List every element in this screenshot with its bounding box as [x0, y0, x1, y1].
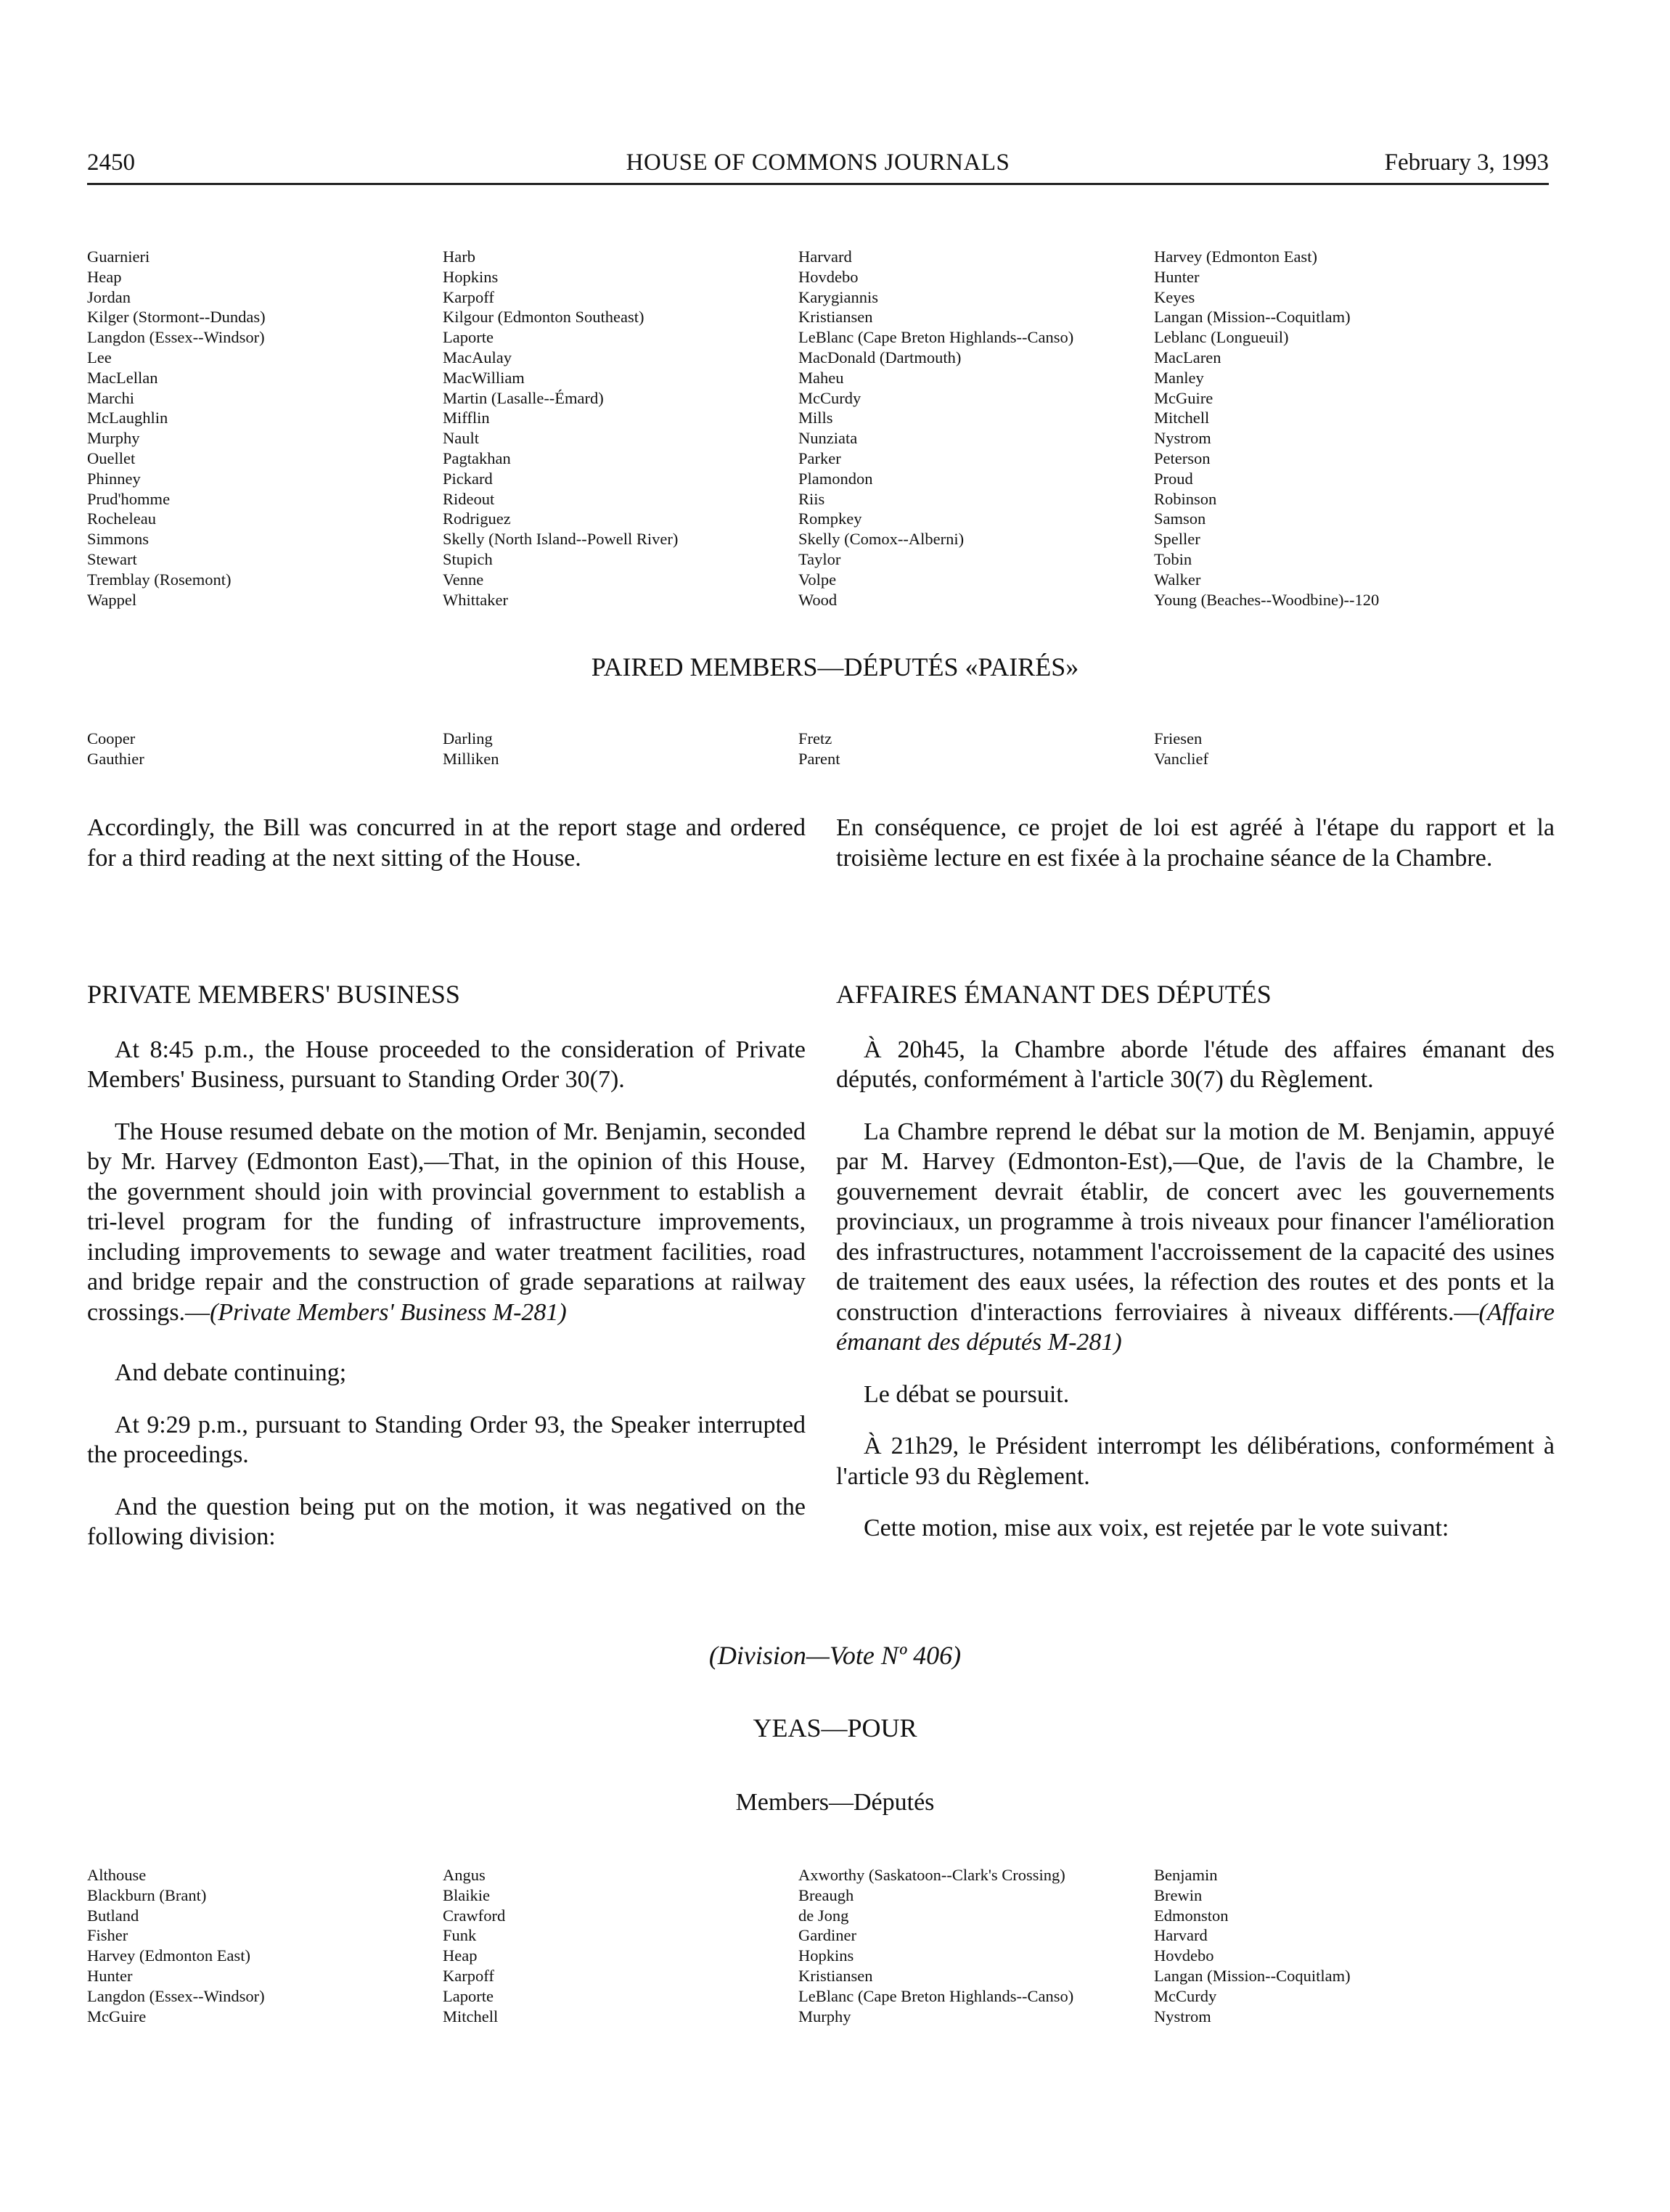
member-name: Brewin	[1154, 1885, 1203, 1904]
member-name: Rodriguez	[443, 509, 511, 528]
member-name: Young (Beaches--Woodbine)--120	[1154, 590, 1380, 609]
private-members-english	[87, 980, 806, 1552]
member-name: Karygiannis	[798, 287, 878, 306]
member-name: Mitchell	[443, 2007, 499, 2025]
member-name: Heap	[443, 1946, 478, 1965]
member-name: Kilger (Stormont--Dundas)	[87, 308, 266, 327]
member-name: Kristiansen	[798, 1966, 873, 1985]
member-name: Kristiansen	[798, 308, 873, 327]
member-name: Pagtakhan	[443, 448, 511, 467]
member-name: Taylor	[798, 549, 841, 568]
member-name: Keyes	[1154, 287, 1195, 306]
member-name: Wappel	[87, 590, 137, 609]
member-name: Darling	[443, 729, 493, 747]
paired-column-2	[443, 729, 798, 769]
para-en-1: At 8:45 p.m., the House proceeded to the consideration of Private Members' Business, pursuant to Standing Order 30(7).	[87, 1036, 806, 1093]
member-name: Hunter	[87, 1966, 133, 1985]
member-name: Blaikie	[443, 1885, 490, 1904]
division-label-text: (Division—Vote Nº 406)	[708, 1641, 962, 1670]
motion-ref-fr: (Affaire émanant des députés M-281)	[836, 1298, 1555, 1356]
para-fr-5: Cette motion, mise aux voix, est rejetée par le vote suivant:	[864, 1515, 1449, 1541]
member-name: McGuire	[1154, 388, 1213, 407]
member-name: Harvey (Edmonton East)	[1154, 247, 1317, 266]
member-name: Tremblay (Rosemont)	[87, 570, 232, 589]
journal-date: February 3, 1993	[1384, 149, 1549, 176]
motion-ref-en: (Private Members' Business M-281)	[210, 1298, 567, 1326]
para-fr-2	[836, 1117, 1555, 1358]
member-name: Blackburn (Brant)	[87, 1885, 207, 1904]
member-name: Martin (Lasalle--Émard)	[443, 388, 604, 407]
member-name: McGuire	[87, 2007, 147, 2025]
member-name: MacDonald (Dartmouth)	[798, 348, 962, 366]
yeas-names-list	[87, 1865, 1549, 2026]
member-name: Breaugh	[798, 1885, 854, 1904]
member-name: Karpoff	[443, 1966, 494, 1985]
member-name: Langan (Mission--Coquitlam)	[1154, 308, 1351, 327]
yeas-column-4	[1154, 1865, 1510, 2026]
member-name: McCurdy	[798, 388, 861, 407]
nays-column-1	[87, 247, 443, 610]
member-name: Rocheleau	[87, 509, 156, 528]
member-name: Angus	[443, 1866, 486, 1884]
member-name: MacAulay	[443, 348, 512, 366]
para-fr-1: À 20h45, la Chambre aborde l'étude des affaires émanant des députés, conformément à l'article 30(7) du Règlement.	[836, 1036, 1555, 1093]
member-name: Fisher	[87, 1926, 128, 1945]
member-name: Walker	[1154, 570, 1201, 589]
member-name: Riis	[798, 489, 825, 508]
member-name: Edmonston	[1154, 1906, 1229, 1925]
member-name: Venne	[443, 570, 484, 589]
concurrence-en-text: Accordingly, the Bill was concurred in at the report stage and ordered for a third reading at the next sitting of the House.	[87, 814, 806, 872]
member-name: Harvard	[1154, 1926, 1208, 1945]
member-name: Peterson	[1154, 448, 1211, 467]
para-fr-3: Le débat se poursuit.	[864, 1380, 1070, 1408]
page-header	[87, 149, 1549, 185]
concurrence-fr-text: En conséquence, ce projet de loi est agréé à l'étape du rapport et la troisième lecture en est fixée à la prochaine séance de la Chambre.	[836, 814, 1555, 872]
member-name: de Jong	[798, 1906, 849, 1925]
member-name: Volpe	[798, 570, 837, 589]
member-name: LeBlanc (Cape Breton Highlands--Canso)	[798, 328, 1074, 347]
member-name: Crawford	[443, 1906, 506, 1925]
member-name: Gauthier	[87, 749, 144, 768]
para-en-2	[87, 1117, 806, 1328]
member-name: Stewart	[87, 549, 137, 568]
yeas-column-2	[443, 1865, 798, 2026]
journal-title: HOUSE OF COMMONS JOURNALS	[626, 149, 1010, 176]
member-name: Ouellet	[87, 448, 136, 467]
member-name: Harvard	[798, 247, 852, 266]
member-name: Hopkins	[798, 1946, 854, 1965]
yeas-column-3	[798, 1865, 1154, 2026]
member-name: Nystrom	[1154, 429, 1211, 448]
paired-members-heading: PAIRED MEMBERS—DÉPUTÉS «PAIRÉS»	[591, 652, 1079, 681]
motion-text-en: The House resumed debate on the motion of Mr. Benjamin, seconded by Mr. Harvey (Edmonton East),—That, in the opinion of this House, the government should join with provincial government to establish a tri-level program for the funding of infrastructure improvements, including improvements to sewage and water treatment facilities, road and bridge repair and the construction of grade separations at railway crossings.—	[87, 1118, 806, 1326]
member-name: Maheu	[798, 368, 844, 387]
member-name: Lee	[87, 348, 112, 366]
member-name: Samson	[1154, 509, 1206, 528]
member-name: Mills	[798, 409, 833, 427]
concurrence-french	[836, 813, 1555, 895]
member-name: Manley	[1154, 368, 1204, 387]
member-name: Langdon (Essex--Windsor)	[87, 1986, 265, 2005]
member-name: Jordan	[87, 287, 131, 306]
member-name: Harvey (Edmonton East)	[87, 1946, 250, 1965]
private-members-french	[836, 980, 1555, 1544]
member-name: Laporte	[443, 1986, 494, 2005]
member-name: Hunter	[1154, 267, 1200, 286]
member-name: Hovdebo	[798, 267, 859, 286]
member-name: Proud	[1154, 469, 1193, 488]
nays-column-3	[798, 247, 1154, 610]
yeas-heading: YEAS—POUR	[753, 1713, 917, 1742]
member-name: Skelly (North Island--Powell River)	[443, 530, 679, 549]
member-name: McLaughlin	[87, 409, 168, 427]
member-name: Whittaker	[443, 590, 508, 609]
section-heading-fr: AFFAIRES ÉMANANT DES DÉPUTÉS	[836, 980, 1272, 1009]
member-name: Fretz	[798, 729, 832, 747]
nays-column-4	[1154, 247, 1510, 610]
member-name: Simmons	[87, 530, 150, 549]
member-name: Parker	[798, 448, 841, 467]
member-name: Speller	[1154, 530, 1200, 549]
member-name: Mifflin	[443, 409, 490, 427]
member-name: Robinson	[1154, 489, 1217, 508]
member-name: Pickard	[443, 469, 493, 488]
nays-column-2	[443, 247, 798, 610]
paired-column-1	[87, 729, 443, 769]
member-name: Funk	[443, 1926, 477, 1945]
member-name: Nystrom	[1154, 2007, 1211, 2025]
nays-names-list	[87, 247, 1549, 610]
motion-text-fr: La Chambre reprend le débat sur la motion de M. Benjamin, appuyé par M. Harvey (Edmonton-Est),—Que, de l'avis de la Chambre, le gouvernement devrait établir, de concert avec les gouvernements provinciaux, un programme à trois niveaux pour financer l'amélioration des infrastructures, notamment l'accroissement de la capacité des usines de traitement des eaux usées, la réfection des routes et des ponts et la construction d'interactions ferroviaires à niveaux différents.—	[836, 1118, 1555, 1326]
member-name: MacWilliam	[443, 368, 525, 387]
member-name: Cooper	[87, 729, 136, 747]
para-fr-4: À 21h29, le Président interrompt les délibérations, conformément à l'article 93 du Règlement.	[836, 1433, 1555, 1490]
member-name: Langdon (Essex--Windsor)	[87, 328, 265, 347]
member-name: Rompkey	[798, 509, 862, 528]
page-number: 2450	[87, 149, 135, 176]
member-name: Langan (Mission--Coquitlam)	[1154, 1966, 1351, 1985]
member-name: Gardiner	[798, 1926, 856, 1945]
paired-names-list	[87, 729, 1549, 769]
member-name: McCurdy	[1154, 1986, 1217, 2005]
member-name: Guarnieri	[87, 247, 150, 266]
member-name: Phinney	[87, 469, 141, 488]
member-name: Harb	[443, 247, 475, 266]
member-name: Rideout	[443, 489, 495, 508]
member-name: Wood	[798, 590, 838, 609]
member-name: Nunziata	[798, 429, 858, 448]
para-en-3: And debate continuing;	[115, 1359, 347, 1386]
member-name: Stupich	[443, 549, 493, 568]
member-name: Vanclief	[1154, 749, 1208, 768]
yeas-column-1	[87, 1865, 443, 2026]
member-name: Skelly (Comox--Alberni)	[798, 530, 965, 549]
member-name: Karpoff	[443, 287, 494, 306]
member-name: Prud'homme	[87, 489, 171, 508]
member-name: Hopkins	[443, 267, 499, 286]
members-heading: Members—Députés	[735, 1789, 935, 1816]
member-name: MacLaren	[1154, 348, 1221, 366]
member-name: Butland	[87, 1906, 139, 1925]
member-name: Axworthy (Saskatoon--Clark's Crossing)	[798, 1866, 1065, 1884]
member-name: Milliken	[443, 749, 499, 768]
concurrence-english	[87, 813, 806, 895]
paired-column-3	[798, 729, 1154, 769]
member-name: Althouse	[87, 1866, 147, 1884]
member-name: Kilgour (Edmonton Southeast)	[443, 308, 644, 327]
member-name: Marchi	[87, 388, 134, 407]
member-name: Plamondon	[798, 469, 873, 488]
member-name: Parent	[798, 749, 840, 768]
paired-column-4	[1154, 729, 1510, 769]
member-name: Tobin	[1154, 549, 1192, 568]
member-name: Laporte	[443, 328, 494, 347]
section-heading-en: PRIVATE MEMBERS' BUSINESS	[87, 980, 460, 1009]
member-name: Hovdebo	[1154, 1946, 1214, 1965]
member-name: Leblanc (Longueuil)	[1154, 328, 1289, 347]
member-name: Mitchell	[1154, 409, 1210, 427]
para-en-5: And the question being put on the motion, it was negatived on the following division:	[87, 1493, 806, 1550]
member-name: Nault	[443, 429, 479, 448]
member-name: LeBlanc (Cape Breton Highlands--Canso)	[798, 1986, 1074, 2005]
member-name: MacLellan	[87, 368, 158, 387]
member-name: Heap	[87, 267, 122, 286]
member-name: Murphy	[87, 429, 140, 448]
member-name: Murphy	[798, 2007, 851, 2025]
member-name: Friesen	[1154, 729, 1203, 747]
division-label	[0, 1640, 1670, 1671]
member-name: Benjamin	[1154, 1866, 1218, 1884]
para-en-4: At 9:29 p.m., pursuant to Standing Order 93, the Speaker interrupted the proceedings.	[87, 1411, 806, 1468]
